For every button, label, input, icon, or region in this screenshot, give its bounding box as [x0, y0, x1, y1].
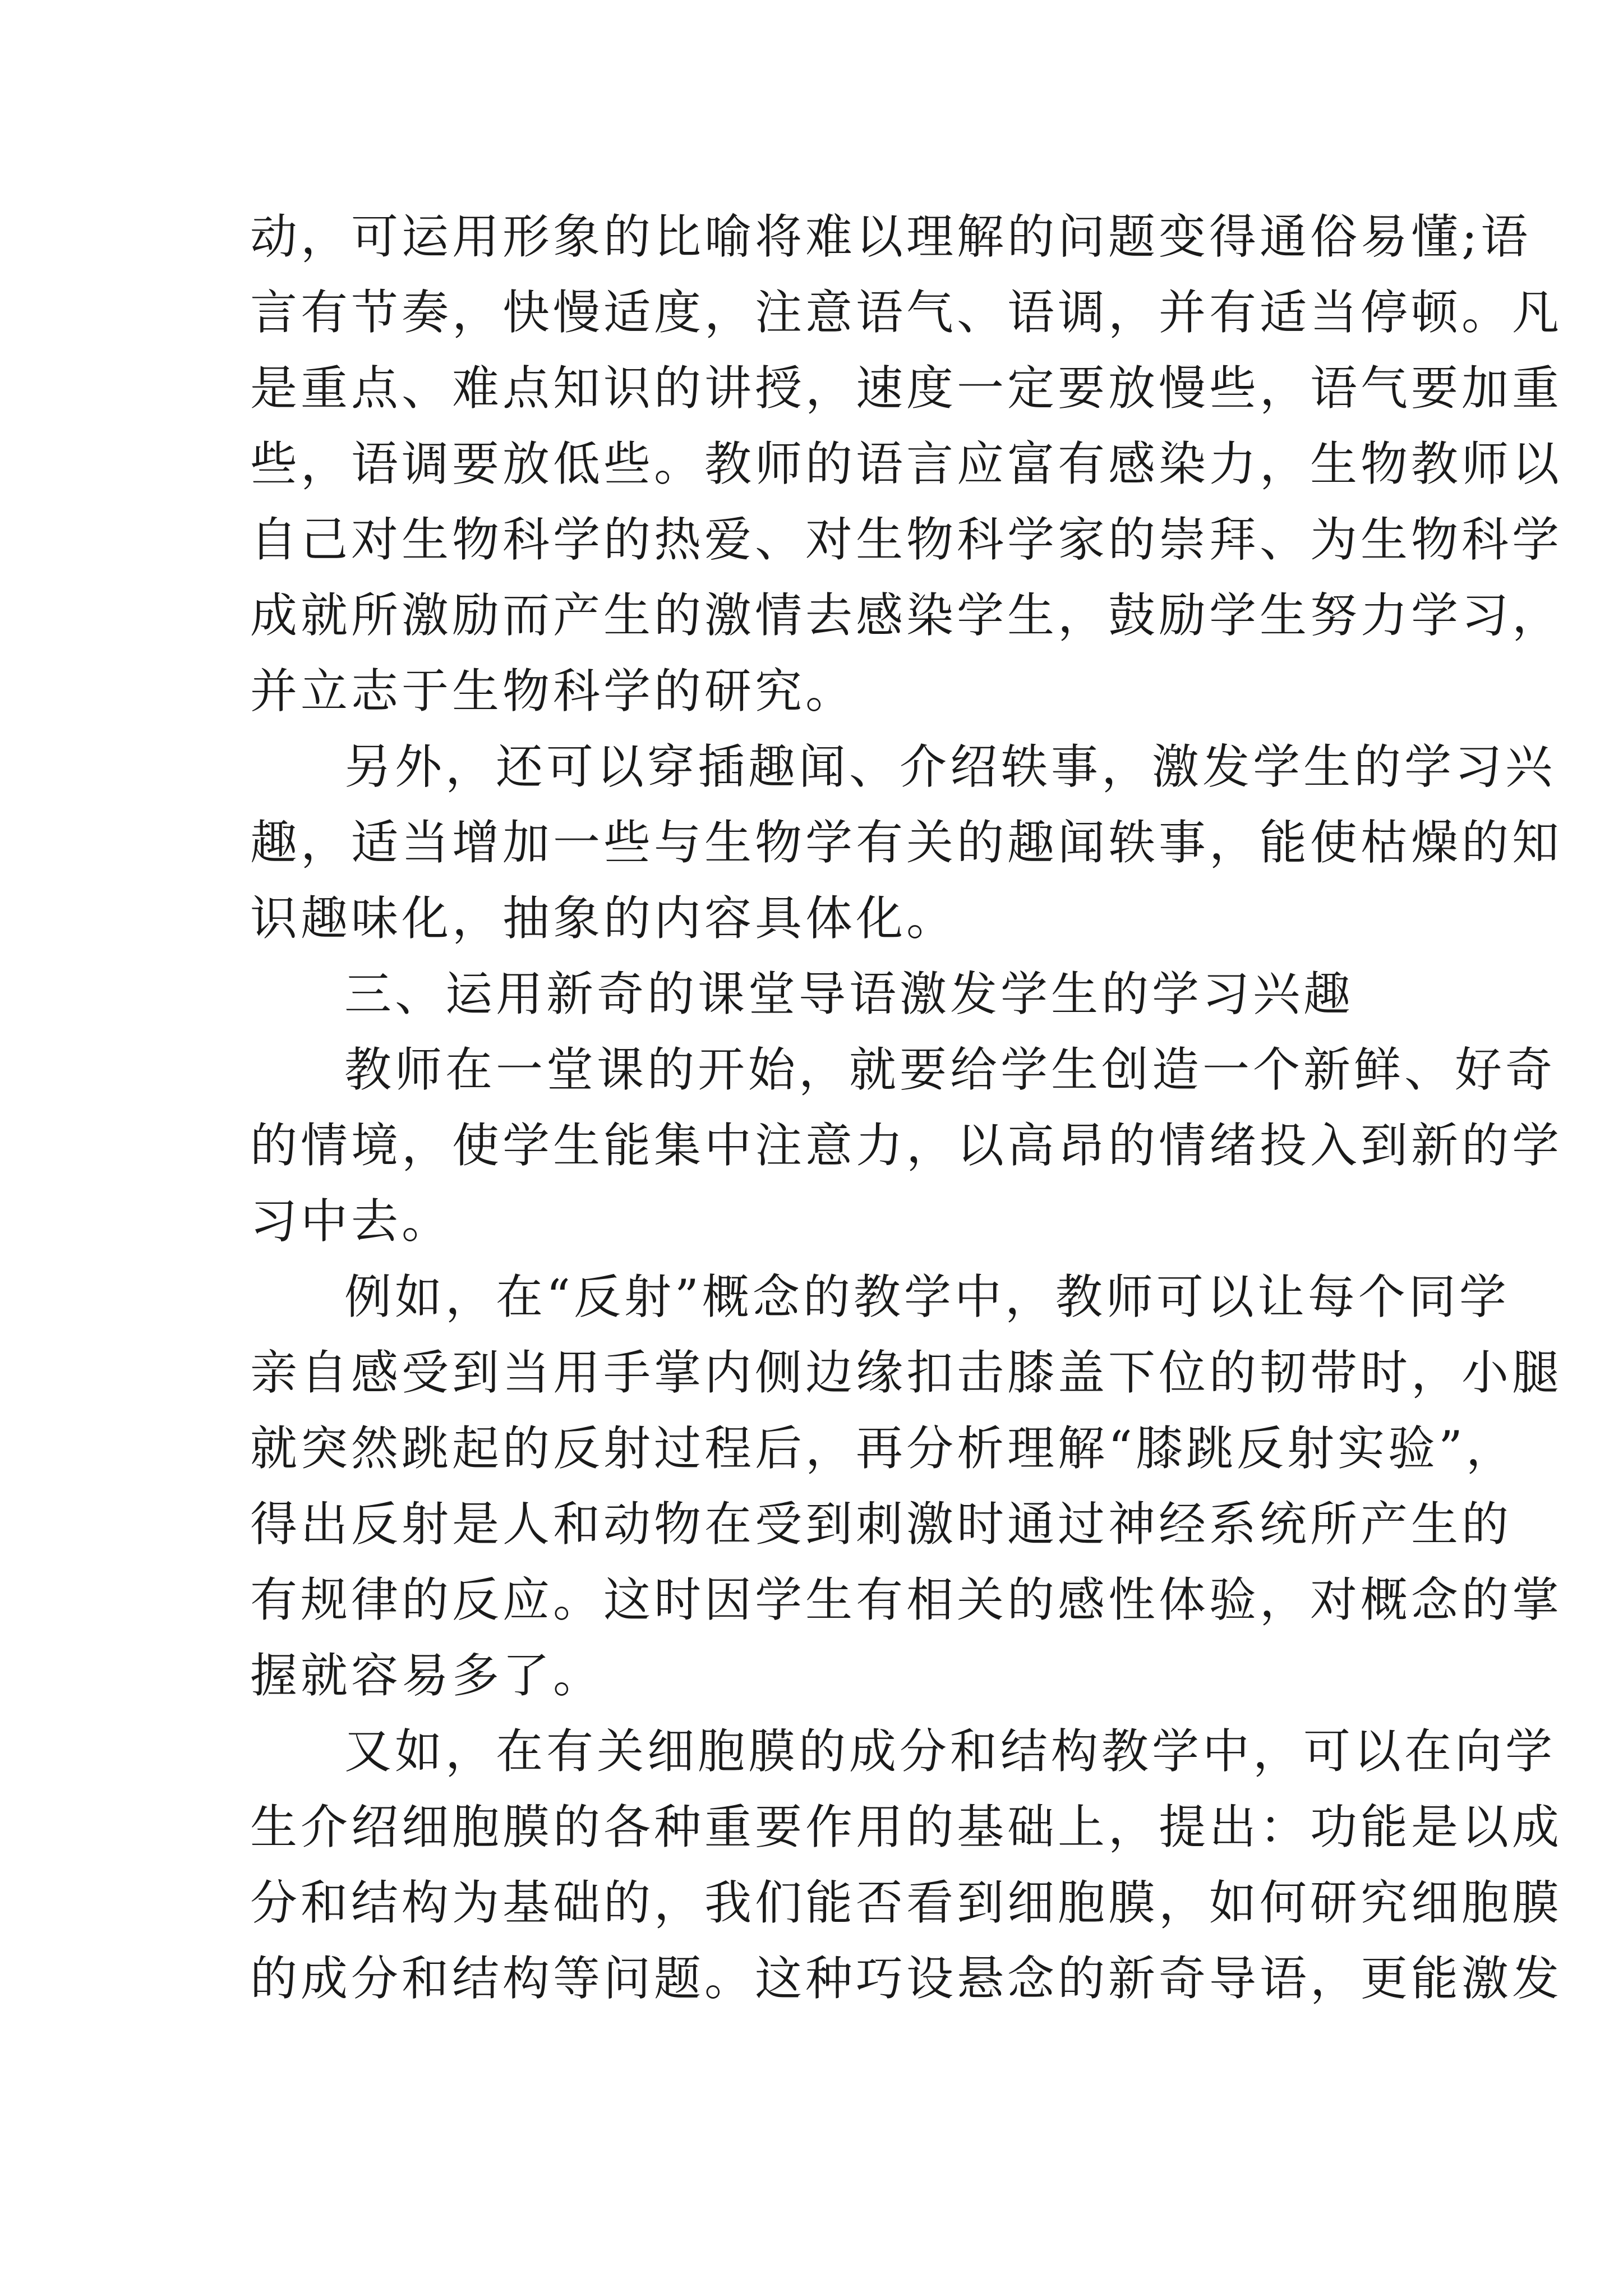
text-line: 就突然跳起的反射过程后，再分析理解“膝跳反射实验”，: [250, 1421, 1516, 1476]
paragraph-1: [250, 199, 1563, 729]
text-line: 言有节奏，快慢适度，注意语气、语调，并有适当停顿。凡: [250, 285, 1563, 340]
heading-text: 三、运用新奇的课堂导语激发学生的学习兴趣: [344, 967, 1354, 1022]
text-line: 另外，还可以穿插趣闻、介绍轶事，激发学生的学习兴: [344, 739, 1556, 794]
paragraph-5: [250, 1259, 1563, 1714]
text-line: 的成分和结构等问题。这种巧设悬念的新奇导语，更能激发: [250, 1951, 1563, 2006]
text-line: 教师在一堂课的开始，就要给学生创造一个新鲜、好奇: [344, 1042, 1556, 1097]
paragraph-6: [250, 1714, 1563, 2017]
text-line: 并立志于生物科学的研究。: [250, 664, 856, 719]
text-line: 例如，在“反射”概念的教学中，教师可以让每个同学: [344, 1269, 1510, 1324]
text-line: 生介绍细胞膜的各种重要作用的基础上，提出：功能是以成: [250, 1800, 1563, 1855]
text-line: 些，语调要放低些。教师的语言应富有感染力，生物教师以: [250, 436, 1563, 491]
text-line: 动，可运用形象的比喻将难以理解的问题变得通俗易懂;语: [250, 209, 1532, 264]
document-body: [250, 199, 1563, 2017]
section-heading: [250, 956, 1377, 1032]
text-line: 趣，适当增加一些与生物学有关的趣闻轶事，能使枯燥的知: [250, 815, 1563, 870]
text-line: 得出反射是人和动物在受到刺激时通过神经系统所产生的: [250, 1497, 1513, 1552]
text-line: 握就容易多了。: [250, 1648, 604, 1703]
text-line: 又如，在有关细胞膜的成分和结构教学中，可以在向学: [344, 1724, 1556, 1779]
text-line: 分和结构为基础的，我们能否看到细胞膜，如何研究细胞膜: [250, 1875, 1563, 1930]
paragraph-2: [250, 729, 1563, 956]
paragraph-4: [250, 1032, 1563, 1259]
text-line: 有规律的反应。这时因学生有相关的感性体验，对概念的掌: [250, 1572, 1563, 1627]
text-line: 的情境，使学生能集中注意力，以高昂的情绪投入到新的学: [250, 1118, 1563, 1173]
text-line: 是重点、难点知识的讲授，速度一定要放慢些，语气要加重: [250, 361, 1563, 416]
text-line: 成就所激励而产生的激情去感染学生，鼓励学生努力学习，: [250, 588, 1563, 643]
text-line: 自己对生物科学的热爱、对生物科学家的崇拜、为生物科学: [250, 512, 1563, 567]
text-line: 习中去。: [250, 1194, 453, 1249]
text-line: 识趣味化，抽象的内容具体化。: [250, 891, 957, 946]
text-line: 亲自感受到当用手掌内侧边缘扣击膝盖下位的韧带时，小腿: [250, 1345, 1563, 1400]
